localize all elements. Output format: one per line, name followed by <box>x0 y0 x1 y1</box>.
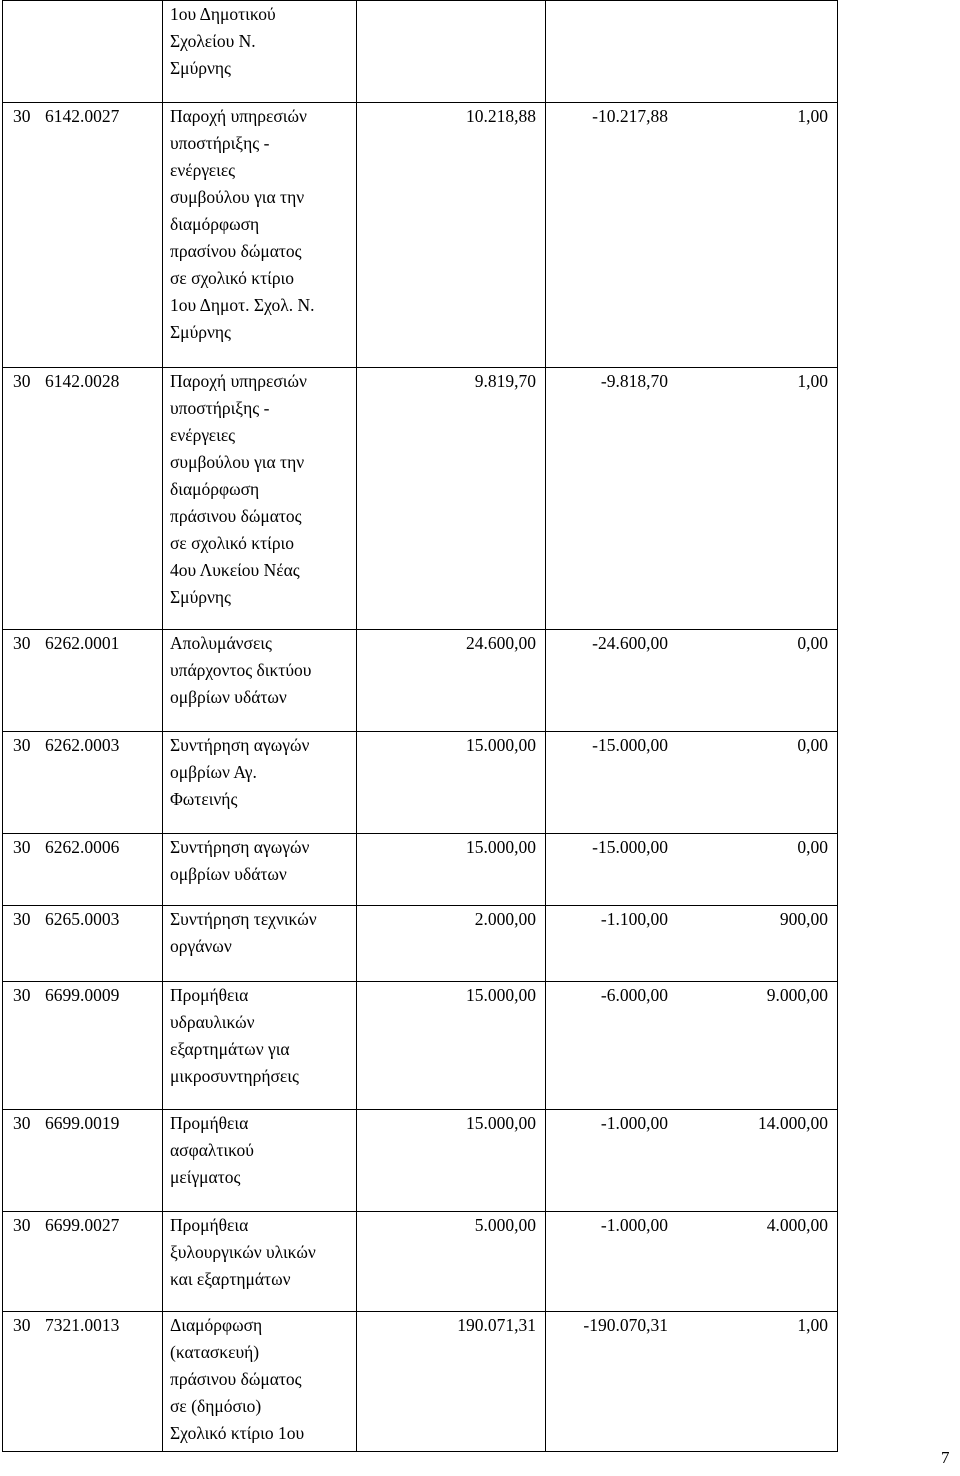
cell-code <box>3 982 163 1110</box>
cell-code <box>3 834 163 906</box>
description-line: διαμόρφωση <box>170 214 260 234</box>
change-value: -15.000,00 <box>592 735 668 755</box>
cell-change-final <box>546 982 838 1110</box>
final-value: 900,00 <box>779 909 828 929</box>
fund-code: 30 <box>13 106 31 126</box>
description-line: υπάρχοντος δικτύου <box>170 660 312 680</box>
cell-description <box>163 630 357 732</box>
change-value: -24.600,00 <box>592 633 668 653</box>
description-line: και εξαρτημάτων <box>170 1269 291 1289</box>
description-line: ομβρίων Αγ. <box>170 762 257 782</box>
cell-change-final <box>546 103 838 368</box>
change-value: -1.000,00 <box>600 1215 668 1235</box>
cell-code <box>3 1212 163 1312</box>
description-line: ξυλουργικών υλικών <box>170 1242 316 1262</box>
description-line: συμβούλου για την <box>170 452 305 472</box>
change-value: -1.000,00 <box>600 1113 668 1133</box>
cell-description <box>163 1 357 103</box>
table-row <box>3 1312 838 1452</box>
description-line: Συντήρηση αγωγών <box>170 735 310 755</box>
description-line: ομβρίων υδάτων <box>170 687 287 707</box>
description-line: υποστήριξης - <box>170 398 270 418</box>
final-value: 1,00 <box>797 1315 828 1335</box>
change-value: -6.000,00 <box>600 985 668 1005</box>
table-row <box>3 982 838 1110</box>
final-value: 9.000,00 <box>766 985 828 1005</box>
budget-table <box>2 0 838 1452</box>
description-line: σε (δημόσιο) <box>170 1396 262 1416</box>
amount-value: 190.071,31 <box>457 1315 536 1335</box>
account-code: 6142.0028 <box>45 371 120 391</box>
account-code: 6699.0009 <box>45 985 120 1005</box>
amount-value: 15.000,00 <box>466 735 536 755</box>
cell-amounts <box>357 834 546 906</box>
final-value: 0,00 <box>797 735 828 755</box>
description-line: Προμήθεια <box>170 985 249 1005</box>
table-row <box>3 368 838 630</box>
cell-description <box>163 732 357 834</box>
cell-amounts <box>357 906 546 982</box>
description-line: σε σχολικό κτίριο <box>170 533 295 553</box>
cell-description <box>163 1212 357 1312</box>
cell-description <box>163 368 357 630</box>
description-line: ενέργειες <box>170 160 236 180</box>
description-line: οργάνων <box>170 936 232 956</box>
description-line: Σμύρνης <box>170 322 231 342</box>
fund-code: 30 <box>13 985 31 1005</box>
cell-amounts <box>357 982 546 1110</box>
account-code: 6262.0003 <box>45 735 120 755</box>
fund-code: 30 <box>13 633 31 653</box>
fund-code: 30 <box>13 735 31 755</box>
description-line: Διαμόρφωση <box>170 1315 263 1335</box>
description-line: συμβούλου για την <box>170 187 305 207</box>
description-line: Σχολείου Ν. <box>170 31 256 51</box>
table-row-continuation <box>3 1 838 103</box>
final-value: 0,00 <box>797 837 828 857</box>
cell-description <box>163 982 357 1110</box>
amount-value: 2.000,00 <box>474 909 536 929</box>
description-line: ομβρίων υδάτων <box>170 864 287 884</box>
budget-table-body <box>3 1 838 1452</box>
table-row <box>3 906 838 982</box>
final-value: 14.000,00 <box>758 1113 828 1133</box>
cell-amounts <box>357 368 546 630</box>
account-code: 6262.0006 <box>45 837 120 857</box>
cell-change-final <box>546 834 838 906</box>
cell-empty <box>546 1 838 103</box>
cell-code <box>3 368 163 630</box>
cell-code <box>3 732 163 834</box>
cell-change-final <box>546 1212 838 1312</box>
table-row <box>3 1110 838 1212</box>
description-line: 1ου Δημοτικού <box>170 4 276 24</box>
description-line: σε σχολικό κτίριο <box>170 268 295 288</box>
cell-change-final <box>546 732 838 834</box>
final-value: 1,00 <box>797 106 828 126</box>
cell-code-empty <box>3 1 163 103</box>
cell-change-final <box>546 368 838 630</box>
table-row <box>3 630 838 732</box>
cell-empty <box>357 1 546 103</box>
description-line: Απολυμάνσεις <box>170 633 272 653</box>
description-line: Συντήρηση αγωγών <box>170 837 310 857</box>
page-number: 7 <box>941 1448 950 1467</box>
cell-change-final <box>546 1312 838 1452</box>
amount-value: 9.819,70 <box>474 371 536 391</box>
fund-code: 30 <box>13 837 31 857</box>
table-row <box>3 103 838 368</box>
fund-code: 30 <box>13 1315 31 1335</box>
amount-value: 15.000,00 <box>466 1113 536 1133</box>
description-line: 1ου Δημοτ. Σχολ. Ν. <box>170 295 315 315</box>
description-line: Φωτεινής <box>170 789 238 809</box>
change-value: -190.070,31 <box>583 1315 668 1335</box>
cell-amounts <box>357 732 546 834</box>
account-code: 7321.0013 <box>45 1315 120 1335</box>
description-line: (κατασκευή) <box>170 1342 260 1362</box>
fund-code: 30 <box>13 1113 31 1133</box>
description-line: Προμήθεια <box>170 1113 249 1133</box>
description-line: 4ου Λυκείου Νέας <box>170 560 300 580</box>
fund-code: 30 <box>13 371 31 391</box>
description-line: μικροσυντηρήσεις <box>170 1066 299 1086</box>
cell-code <box>3 103 163 368</box>
cell-amounts <box>357 630 546 732</box>
description-line: Σχολικό κτίριο 1ου <box>170 1423 305 1443</box>
description-line: Σμύρνης <box>170 58 231 78</box>
description-line: υδραυλικών <box>170 1012 255 1032</box>
final-value: 4.000,00 <box>766 1215 828 1235</box>
cell-description <box>163 103 357 368</box>
cell-amounts <box>357 1312 546 1452</box>
cell-code <box>3 906 163 982</box>
description-line: πρασίνου δώματος <box>170 241 302 261</box>
amount-value: 10.218,88 <box>466 106 536 126</box>
cell-description <box>163 906 357 982</box>
description-line: Συντήρηση τεχνικών <box>170 909 317 929</box>
amount-value: 15.000,00 <box>466 837 536 857</box>
account-code: 6699.0019 <box>45 1113 120 1133</box>
account-code: 6265.0003 <box>45 909 120 929</box>
description-line: Προμήθεια <box>170 1215 249 1235</box>
cell-amounts <box>357 1212 546 1312</box>
description-line: Σμύρνης <box>170 587 231 607</box>
cell-code <box>3 1312 163 1452</box>
final-value: 1,00 <box>797 371 828 391</box>
cell-change-final <box>546 630 838 732</box>
amount-value: 24.600,00 <box>466 633 536 653</box>
change-value: -10.217,88 <box>592 106 668 126</box>
description-line: ενέργειες <box>170 425 236 445</box>
cell-amounts <box>357 103 546 368</box>
description-line: πράσινου δώματος <box>170 506 302 526</box>
cell-description <box>163 1110 357 1212</box>
change-value: -15.000,00 <box>592 837 668 857</box>
description-line: Παροχή υπηρεσιών <box>170 106 307 126</box>
cell-change-final <box>546 1110 838 1212</box>
final-value: 0,00 <box>797 633 828 653</box>
cell-change-final <box>546 906 838 982</box>
cell-amounts <box>357 1110 546 1212</box>
cell-code <box>3 630 163 732</box>
change-value: -1.100,00 <box>600 909 668 929</box>
cell-description <box>163 834 357 906</box>
description-line: πράσινου δώματος <box>170 1369 302 1389</box>
table-row <box>3 732 838 834</box>
account-code: 6142.0027 <box>45 106 120 126</box>
table-row <box>3 1212 838 1312</box>
description-line: εξαρτημάτων για <box>170 1039 290 1059</box>
account-code: 6699.0027 <box>45 1215 120 1235</box>
description-line: Παροχή υπηρεσιών <box>170 371 307 391</box>
fund-code: 30 <box>13 1215 31 1235</box>
description-line: μείγματος <box>170 1167 241 1187</box>
amount-value: 5.000,00 <box>474 1215 536 1235</box>
cell-code <box>3 1110 163 1212</box>
description-line: υποστήριξης - <box>170 133 270 153</box>
description-line: ασφαλτικού <box>170 1140 254 1160</box>
fund-code: 30 <box>13 909 31 929</box>
change-value: -9.818,70 <box>600 371 668 391</box>
table-row <box>3 834 838 906</box>
amount-value: 15.000,00 <box>466 985 536 1005</box>
cell-description <box>163 1312 357 1452</box>
account-code: 6262.0001 <box>45 633 120 653</box>
description-line: διαμόρφωση <box>170 479 260 499</box>
